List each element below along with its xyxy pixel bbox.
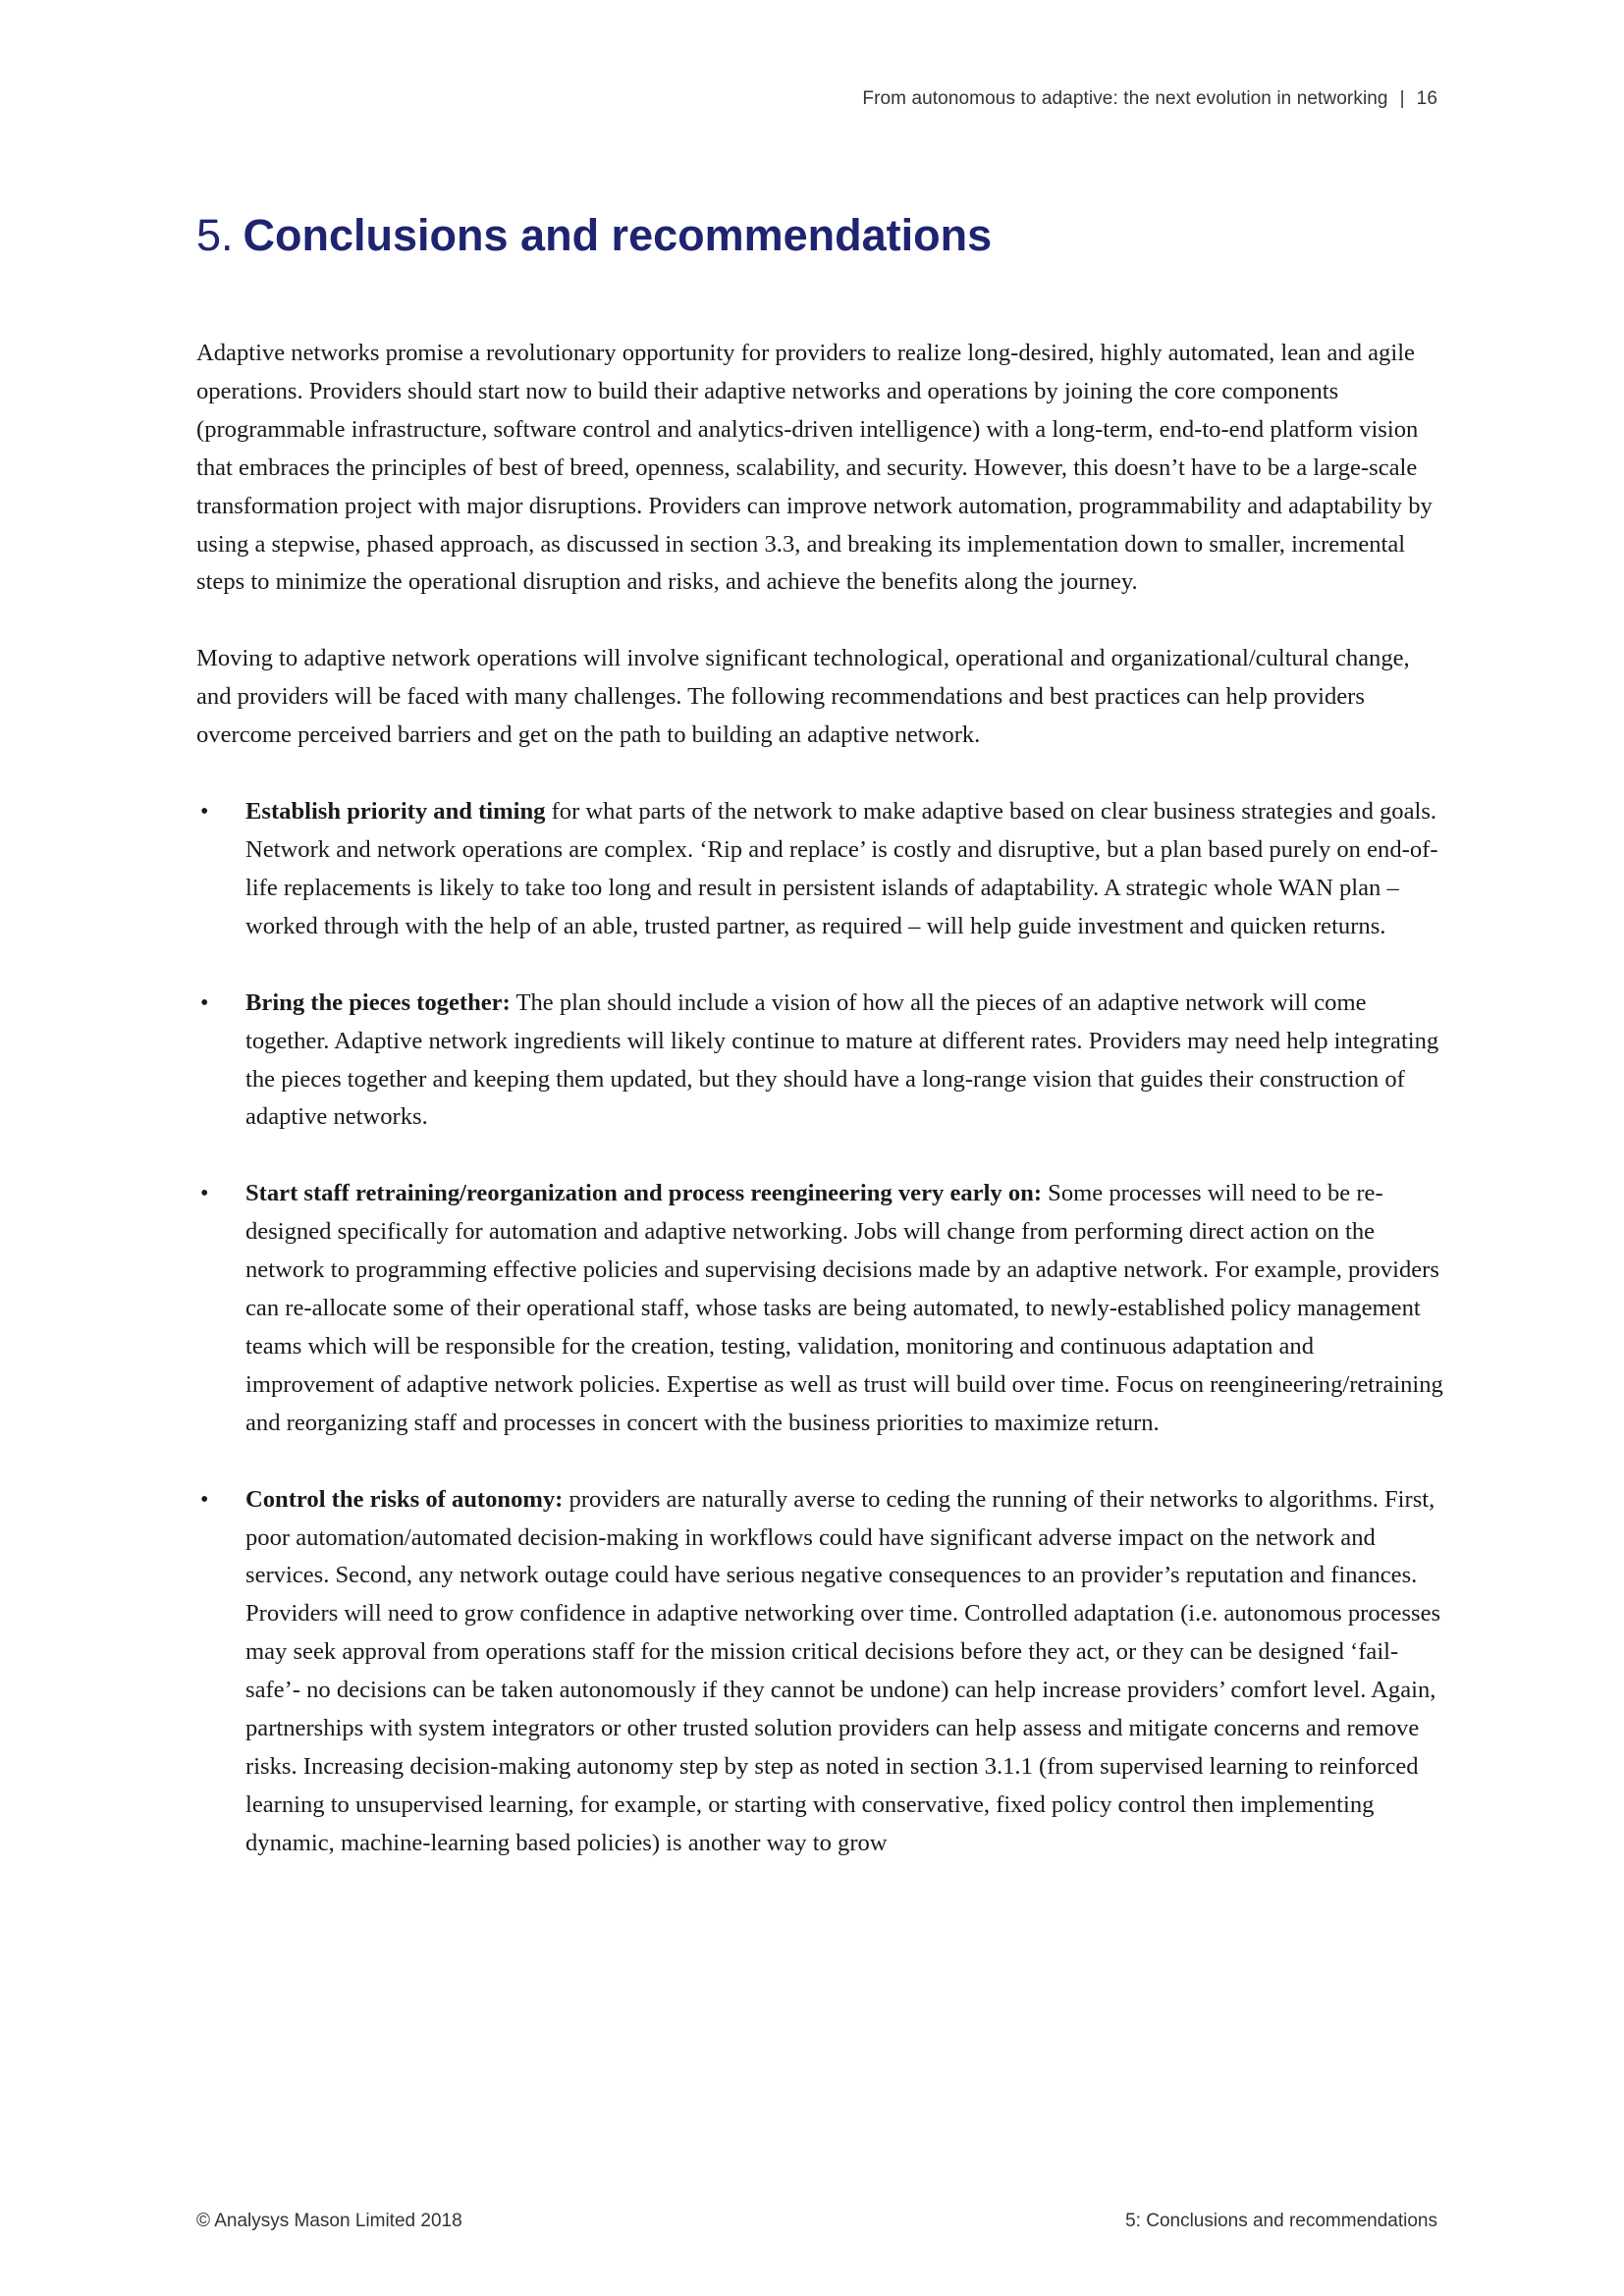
header-title: From autonomous to adaptive: the next evolution in networking <box>862 88 1388 109</box>
paragraph-intro: Adaptive networks promise a revolutionary opportunity for providers to realize long-desired, highly automated, lean and agile operations. Providers should start now to build their adaptive networks and operations by joining the core components (programmable infrastructure, software control and analytics-driven intelligence) with a long-term, end-to-end platform vision that embraces the principles of best of breed, openness, scalability, and security. However, this doesn’t have to be a large-scale transformation project with major disruptions. Providers can improve network automation, programmability and adaptability by using a stepwise, phased approach, as discussed in section 3.3, and breaking its implementation down to smaller, incremental steps to minimize the operational disruption and risks, and achieve the benefits along the journey. <box>196 340 1433 596</box>
bullet-icon: • <box>200 989 209 1016</box>
list-item <box>196 793 1443 946</box>
section-title: Conclusions and recommendations <box>243 210 993 260</box>
page-title <box>196 210 992 261</box>
bullet-text: The plan should include a vision of how all the pieces of an adaptive network will come together. Adaptive network ingredients will likely continue to mature at different rates. Providers may need help integrating the pieces together and keeping them updated, but they should have a long-range vision that guides their construction of adaptive networks. <box>245 988 1439 1131</box>
bullet-icon: • <box>200 799 209 826</box>
bullet-icon: • <box>200 1181 209 1207</box>
bullet-lead: Bring the pieces together: <box>245 988 511 1016</box>
header-separator: | <box>1399 88 1405 109</box>
running-header <box>862 88 1437 110</box>
footer-copyright: © Analysys Mason Limited 2018 <box>196 2211 462 2231</box>
bullet-text: Some processes will need to be re-designed specifically for automation and adaptive networking. Jobs will change from performing direct action on the network to programming effective policies and supervising decisions made by an adaptive network. For example, providers can re-allocate some of their operational staff, whose tasks are being automated, to newly-established policy management teams which will be responsible for the creation, testing, validation, monitoring and continuous adaptation and improvement of adaptive network policies. Expertise as well as trust will build over time. Focus on reengineering/retraining and reorganizing staff and processes in concert with the business priorities to maximize return. <box>245 1180 1443 1436</box>
bullet-lead: Control the risks of autonomy: <box>245 1485 564 1513</box>
section-number: 5. <box>196 210 234 260</box>
list-item <box>196 1481 1443 1863</box>
bullet-text: providers are naturally averse to ceding the running of their networks to algorithms. First, poor automation/automated decision-making in workflows could have significant adverse impact on the network and services. Second, any network outage could have serious negative consequences to an provider’s reputation and finances. Providers will need to grow confidence in adaptive networking over time. Controlled adaptation (i.e. autonomous processes may seek approval from operations staff for the mission critical decisions before they act, or they can be designed ‘fail-safe’- no decisions can be taken autonomously if they cannot be undone) can help increase providers’ comfort level. Again, partnerships with system integrators or other trusted solution providers can help assess and mitigate concerns and remove risks. Increasing decision-making autonomy step by step as noted in section 3.1.1 (from supervised learning to reinforced learning to unsupervised learning, for example, or starting with conservative, fixed policy control then implementing dynamic, machine-learning based policies) is another way to grow <box>245 1485 1441 1856</box>
bullet-lead: Establish priority and timing <box>245 798 546 826</box>
list-item <box>196 1175 1443 1442</box>
paragraph-challenges: Moving to adaptive network operations will involve significant technological, operational and organizational/cultural change, and providers will be faced with many challenges. The following recommendations and best practices can help providers overcome perceived barriers and get on the path to building an adaptive network. <box>196 645 1410 749</box>
page-number: 16 <box>1416 88 1437 109</box>
list-item <box>196 985 1443 1138</box>
recommendations-list <box>196 793 1443 1863</box>
bullet-text: for what parts of the network to make adaptive based on clear business strategies and goals. Network and network operations are complex. ‘Rip and replace’ is costly and disruptive, but a plan based purely on end-of-life replacements is likely to take too long and result in persistent islands of adaptability. A strategic whole WAN plan – worked through with the help of an able, trusted partner, as required – will help guide investment and quicken returns. <box>245 798 1438 939</box>
bullet-lead: Start staff retraining/reorganization and process reengineering very early on: <box>245 1180 1043 1207</box>
body-text <box>196 335 1443 1901</box>
footer-section: 5: Conclusions and recommendations <box>1125 2211 1437 2231</box>
bullet-icon: • <box>200 1486 209 1513</box>
